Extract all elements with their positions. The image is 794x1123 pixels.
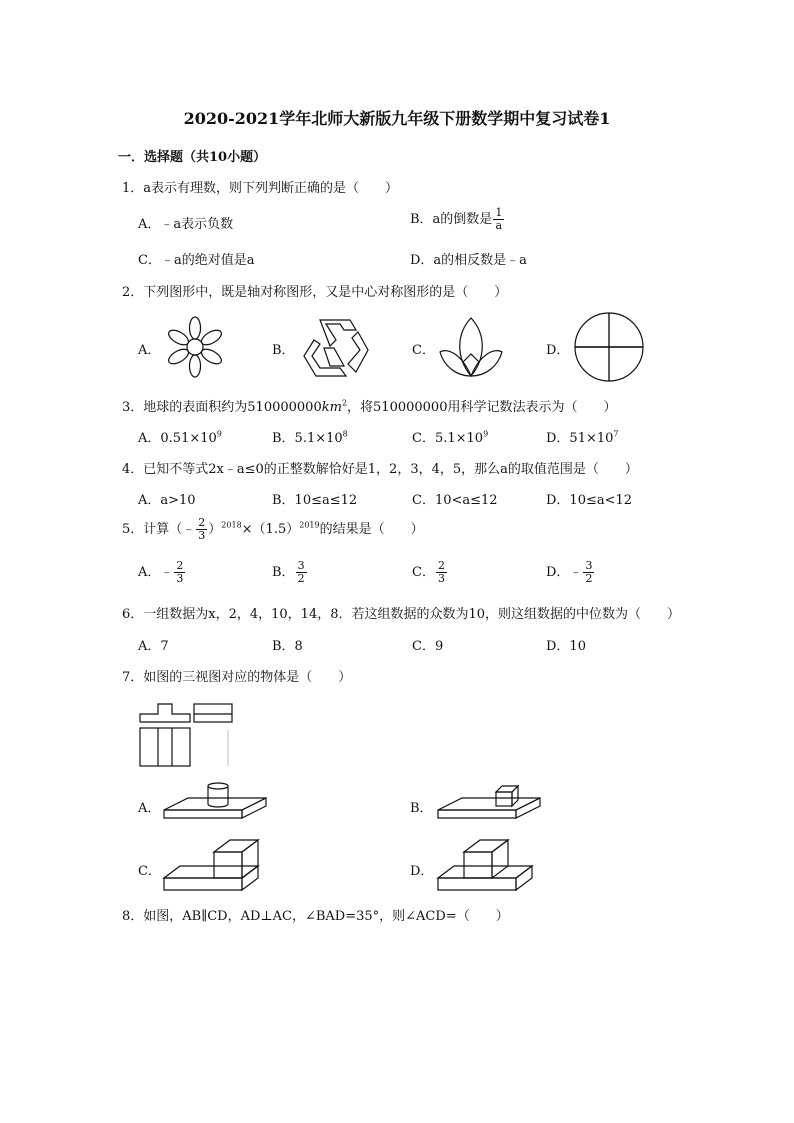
plate-with-cube-figure: [434, 780, 544, 828]
q4-option-b: B．10≤a≤12: [272, 493, 358, 508]
section-heading: 一．选择题（共10小题）: [118, 150, 267, 165]
q7-option-b: B．: [410, 801, 433, 816]
q3-option-a: A．$0.51\times 10^9$: [138, 429, 222, 446]
question-4-stem: 4．已知不等式2x﹣a≤0的正整数解恰好是1，2，3，4，5，那么a的取值范围是（ ）: [122, 462, 638, 477]
q1-option-b: B．a的倒数是 $\frac{1}{a}$: [410, 206, 503, 232]
q5-option-d: D．﹣ $\frac{3}{2}$: [546, 559, 593, 585]
q6-option-d: D．10: [546, 639, 586, 654]
q6-option-a: A．7: [138, 639, 169, 654]
q3-option-c: C．$5.1\times 10^9$: [412, 429, 489, 446]
pinwheel-figure: [570, 308, 648, 386]
question-5-stem: 5．计算（﹣ $\frac{2}{3}$ ）$^{2018}\times(1.5)^{2019}$的结果是（ ）: [122, 516, 424, 542]
q3-option-d: D．$51\times 10^7$: [546, 429, 619, 446]
question-6-stem: 6．一组数据为x，2，4，10，14，8．若这组数据的众数为10，则这组数据的中位数为（ ）: [122, 607, 681, 622]
q5-option-a: A．﹣ $\frac{2}{3}$: [138, 559, 184, 585]
q6-option-c: C．9: [412, 639, 444, 654]
q1-option-c: C．﹣a的绝对值是a: [138, 253, 255, 268]
q4-option-d: D．10≤a<12: [546, 493, 633, 508]
l-shape-block-figure: [160, 838, 270, 896]
q2-option-d: D．: [546, 343, 570, 358]
page-title: 2020-2021学年北师大新版九年级下册数学期中复习试卷1: [183, 109, 611, 128]
q6-option-b: B．8: [272, 639, 303, 654]
raised-block-figure: [434, 838, 544, 896]
q7-option-a: A．: [138, 801, 161, 816]
q7-option-c: C．: [138, 864, 161, 879]
q2-option-c: C．: [412, 343, 435, 358]
q1-option-d: D．a的相反数是﹣a: [410, 253, 527, 268]
question-8-stem: 8．如图，AB∥CD，AD⊥AC，∠BAD=35°，则∠ACD=（ ）: [122, 909, 509, 924]
q5-option-b: B． $\frac{3}{2}$: [272, 559, 305, 585]
q5-option-c: C． $\frac{2}{3}$: [412, 559, 445, 585]
flower-figure: [162, 314, 228, 380]
question-7-stem: 7．如图的三视图对应的物体是（ ）: [122, 670, 352, 685]
plate-with-cylinder-figure: [160, 780, 270, 828]
q1-option-a: A．﹣a表示负数: [138, 217, 234, 232]
recycle-arrows-figure: [300, 316, 370, 380]
q2-option-a: A．: [138, 343, 161, 358]
question-1-stem: 1．a表示有理数，则下列判断正确的是（ ）: [122, 181, 399, 196]
q3-option-b: B．$5.1\times 10^8$: [272, 429, 348, 446]
question-3-stem: 3．地球的表面积约为$510000000km^2$，将510000000用科学记数法表示为（ ）: [122, 398, 617, 415]
q2-option-b: B．: [272, 343, 295, 358]
q4-option-a: A．a>10: [138, 493, 196, 508]
three-view-figure: [138, 700, 238, 770]
lotus-figure: [436, 314, 506, 380]
question-2-stem: 2．下列图形中，既是轴对称图形，又是中心对称图形的是（ ）: [122, 285, 508, 300]
q7-option-d: D．: [410, 864, 434, 879]
q4-option-c: C．10<a≤12: [412, 493, 498, 508]
